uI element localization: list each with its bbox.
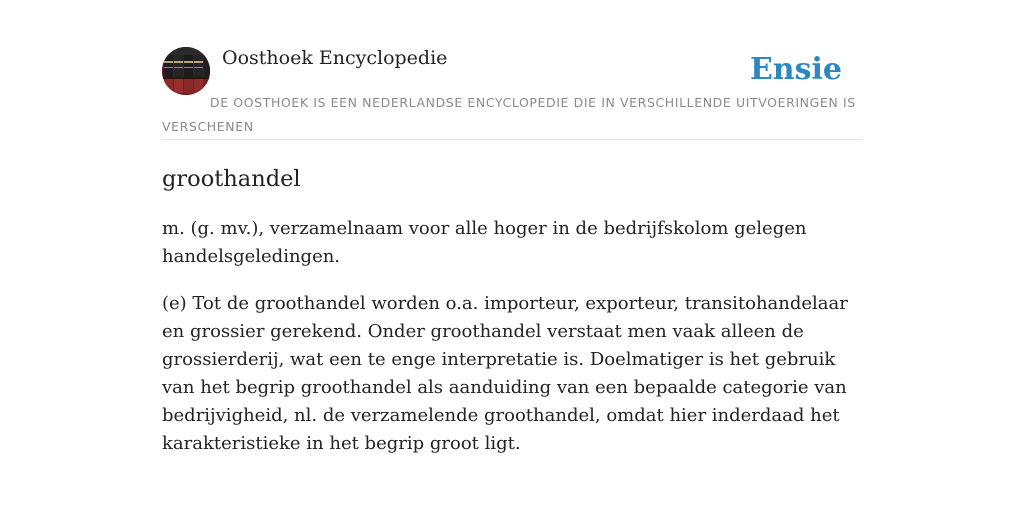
entry-title: groothandel [162,166,301,192]
site-tagline: DE OOSTHOEK IS EEN NEDERLANDSE ENCYCLOPEDIE DIE IN VERSCHILLENDE UITVOERINGEN IS VERSCHENEN [162,95,856,134]
entry-paragraph: m. (g. mv.), verzamelnaam voor alle hoger in de bedrijfskolom gelegen handelsgeledingen. [162,218,807,267]
entry-paragraph: (e) Tot de groothandel worden o.a. importeur, exporteur, transitohandelaar en grossier gerekend. Onder groothandel verstaat men vaak alleen de grossierderij, wat een te enge interpretatie is. Doelmatiger is het gebruik van het begrip groothandel als aanduiding van een bepaalde categorie van bedrijvigheid, nl. de verzamelende groothandel, omdat hier inderdaad het karakteristieke in het begrip groot ligt. [162,293,848,454]
entry-article [162,162,862,458]
site-avatar[interactable] [162,47,210,95]
site-header [162,46,862,140]
brand-logo[interactable]: Ensie [749,52,842,87]
site-title[interactable]: Oosthoek Encyclopedie [222,47,448,69]
book-spines-icon [162,47,210,95]
